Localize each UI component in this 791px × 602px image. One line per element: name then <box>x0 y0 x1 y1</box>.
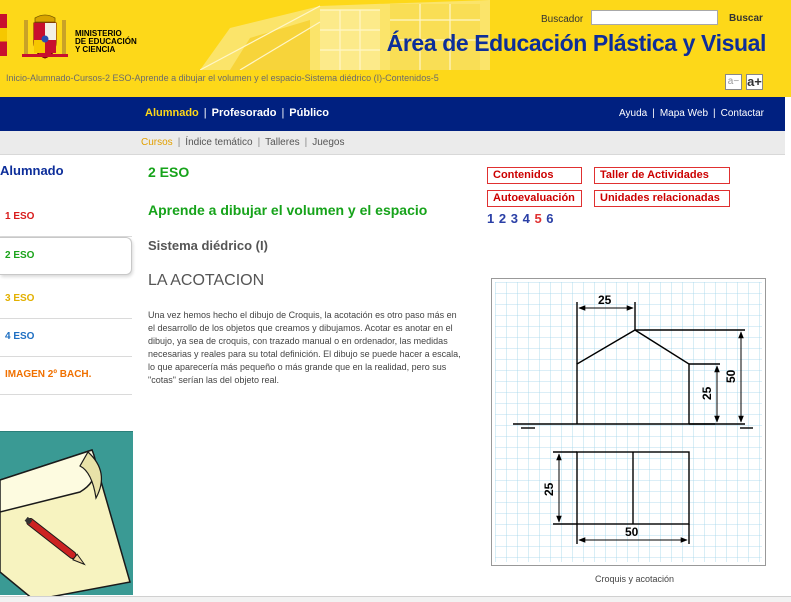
nav-alumnado[interactable]: Alumnado <box>145 107 199 119</box>
subnav-juegos[interactable]: Juegos <box>312 137 345 148</box>
page-pagination <box>487 211 555 226</box>
course-title: 2 ESO <box>148 164 190 180</box>
search-button[interactable]: Buscar <box>729 13 763 24</box>
coat-of-arms-icon <box>22 14 68 60</box>
subnav-cursos[interactable]: Cursos <box>141 137 173 148</box>
unit-title: Aprende a dibujar el volumen y el espacio <box>148 202 428 218</box>
subnav-separator: | <box>304 137 308 148</box>
sidebar-item-4-eso[interactable]: 4 ESO <box>0 319 132 357</box>
tab-autoevaluacion[interactable]: Autoevaluación <box>487 190 582 207</box>
subnav-talleres[interactable]: Talleres <box>265 137 300 148</box>
tab-unidades-relacionadas[interactable]: Unidades relacionadas <box>594 190 730 207</box>
notebook-pen-icon <box>0 432 133 596</box>
sidebar-item-3-eso[interactable]: 3 ESO <box>0 281 132 319</box>
dimension-drawing-figure <box>491 278 766 566</box>
ministry-name <box>75 30 137 54</box>
topic-title: Sistema diédrico (I) <box>148 238 268 253</box>
body-text: Una vez hemos hecho el dibujo de Croquis, la acotación es otro paso más en el desarrollo de los objetos que creamos y dibujamos. Acotar es anotar en el dibujo, ya sea de croquis, con trazado manual o en ordenador, las medidas necesarias y reales para su total definición. El dibujo se puede hacer a escala, lo que aparecería más pequeño o más grande que en la realidad, pero sus "cotas" serían las del objeto real. <box>148 310 461 385</box>
page-link-6[interactable]: 6 <box>546 211 554 226</box>
section-title: LA ACOTACION <box>148 272 265 289</box>
page-link-2[interactable]: 2 <box>498 211 507 226</box>
dim-label-plan-width: 50 <box>625 525 639 539</box>
sidebar-item-imagen-bach[interactable]: IMAGEN 2º BACH. <box>0 357 132 395</box>
page-link-4[interactable]: 4 <box>522 211 530 226</box>
search-input[interactable] <box>591 10 718 25</box>
sidebar-title: Alumnado <box>0 163 64 178</box>
dim-label-right: 50 <box>724 369 738 383</box>
breadcrumb: Inicio-Alumnado-Cursos-2 ESO-Aprende a dibujar el volumen y el espacio-Sistema diédrico (I)-Contenidos-5 <box>6 73 439 83</box>
increase-font-button[interactable]: a+ <box>747 74 762 89</box>
figure-caption: Croquis y acotación <box>594 574 675 584</box>
subnav-separator: | <box>257 137 261 148</box>
dimensioned-sketch <box>495 282 762 562</box>
nav-ayuda[interactable]: Ayuda <box>619 108 648 119</box>
tab-contenidos[interactable]: Contenidos <box>487 167 582 184</box>
site-title: Área de Educación Plástica y Visual <box>386 30 766 56</box>
main-nav <box>0 97 785 131</box>
nav-separator: | <box>203 107 207 119</box>
page-link-1[interactable]: 1 <box>487 211 495 226</box>
nav-separator: | <box>281 107 285 119</box>
subnav-separator: | <box>177 137 181 148</box>
dim-label-top: 25 <box>598 293 612 307</box>
ministry-line-1: MINISTERIO <box>75 29 122 38</box>
nav-separator: | <box>652 108 655 119</box>
sidebar-item-2-eso[interactable]: 2 ESO <box>0 237 132 275</box>
main-content <box>141 155 791 602</box>
sub-nav <box>0 131 785 155</box>
nav-separator: | <box>713 108 716 119</box>
footer-strip <box>0 596 791 602</box>
notebook-pen-illustration <box>0 431 133 595</box>
sidebar <box>0 155 133 431</box>
decrease-font-button[interactable]: a− <box>725 74 742 90</box>
nav-mapa-web[interactable]: Mapa Web <box>659 108 709 119</box>
sidebar-item-1-eso[interactable]: 1 ESO <box>0 199 132 237</box>
page-link-5-current[interactable]: 5 <box>534 211 542 226</box>
dim-label-inner: 25 <box>700 386 714 400</box>
ministry-line-3: Y CIENCIA <box>75 45 116 54</box>
search-label: Buscador <box>541 14 584 25</box>
flag-stripe <box>0 14 7 56</box>
ministry-line-2: DE EDUCACIÓN <box>75 37 137 46</box>
nav-profesorado[interactable]: Profesorado <box>211 107 277 119</box>
header <box>0 0 791 97</box>
page-link-3[interactable]: 3 <box>510 211 518 226</box>
nav-publico[interactable]: Público <box>289 107 330 119</box>
nav-contactar[interactable]: Contactar <box>720 108 764 119</box>
dim-label-plan-height: 25 <box>542 482 556 496</box>
subnav-indice-tematico[interactable]: Índice temático <box>185 137 253 148</box>
tab-taller-actividades[interactable]: Taller de Actividades <box>594 167 730 184</box>
